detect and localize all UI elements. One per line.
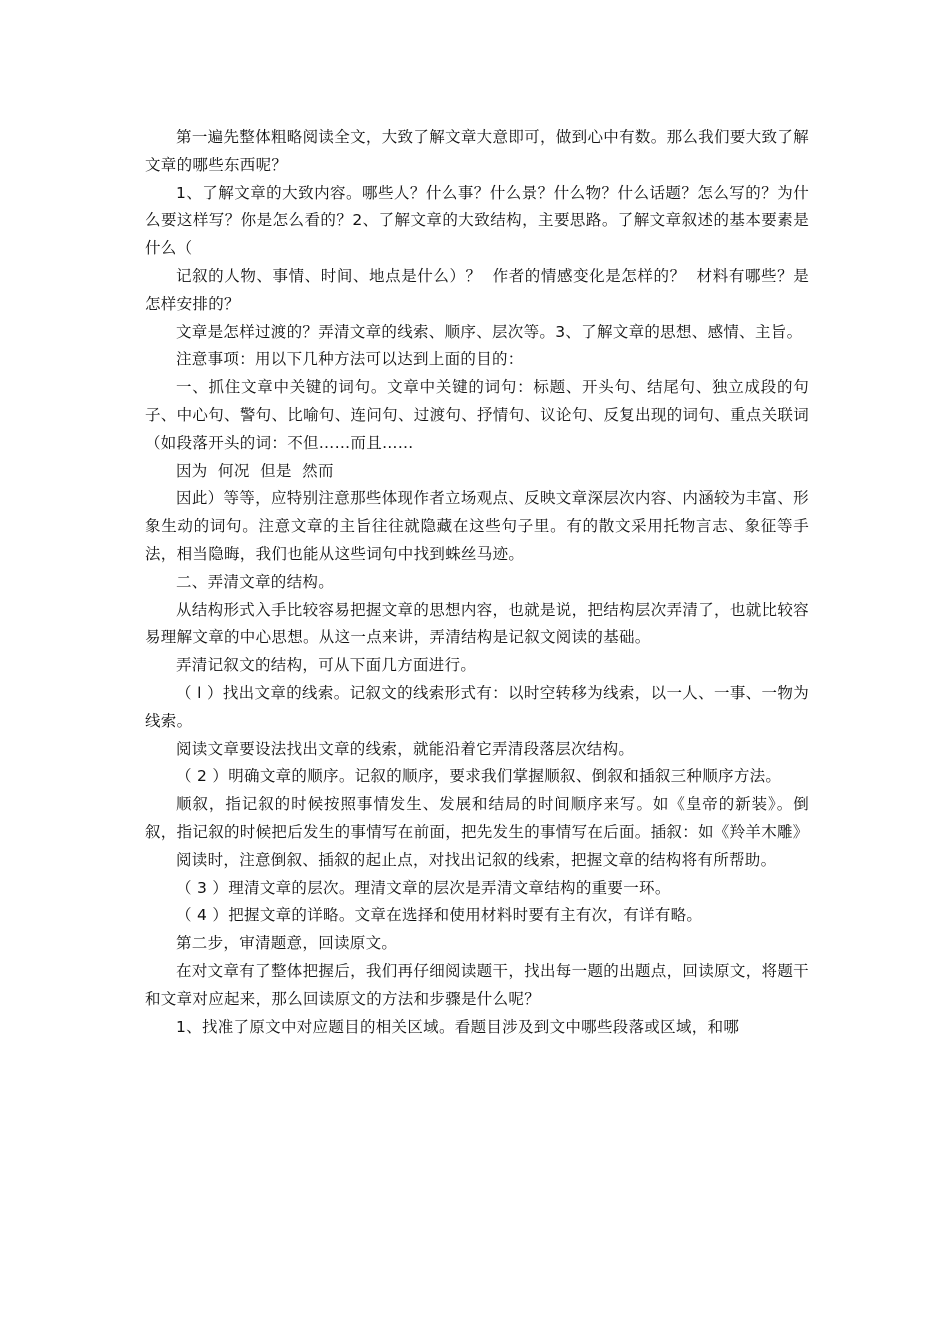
- paragraph-10: 从结构形式入手比较容易把握文章的思想内容，也就是说，把结构层次弄清了，也就比较容易理解文章的中心思想。从这一点来讲，弄清结构是记叙文阅读的基础。: [145, 600, 809, 647]
- paragraph-2: 1、了解文章的大致内容。哪些人？什么事？什么景？什么物？什么话题？怎么写的？为什么要这样写？你是怎么看的？2、了解文章的大致结构，主要思路。了解文章叙述的基本要素是什么（: [145, 183, 809, 258]
- paragraph-15: 顺叙，指记叙的时候按照事情发生、发展和结局的时间顺序来写。如《皇帝的新装》。倒叙，指记叙的时候把后发生的事情写在前面，把先发生的事情写在后面。插叙：如《羚羊木雕》: [145, 795, 809, 841]
- paragraph-3: 记叙的人物、事情、时间、地点是什么）？ 作者的情感变化是怎样的？ 材料有哪些？是怎样安排的？: [145, 266, 809, 313]
- paragraph-17: （ 3 ）理清文章的层次。理清文章的层次是弄清文章结构的重要一环。: [176, 878, 671, 897]
- paragraph-8: 因此）等等，应特别注意那些体现作者立场观点、反映文章深层次内容、内涵较为丰富、形象生动的词句。注意文章的主旨往往就隐藏在这些句子里。有的散文采用托物言志、象征等手法，相当隐晦，我们也能从这些词句中找到蛛丝马迹。: [145, 489, 809, 563]
- paragraph-6: 一、抓住文章中关键的词句。文章中关键的词句：标题、开头句、结尾句、独立成段的句子、中心句、警句、比喻句、连问句、过渡句、抒情句、议论句、反复出现的词句、重点关联词（如段落开头的词：不但……而且……: [145, 378, 809, 452]
- paragraph-18: （ 4 ）把握文章的详略。文章在选择和使用材料时要有主有次，有详有略。: [176, 906, 703, 925]
- document-body: [145, 124, 809, 1041]
- paragraph-9: 二、弄清文章的结构。: [176, 572, 335, 591]
- paragraph-12: （ l ）找出文章的线索。记叙文的线索形式有：以时空转移为线索，以一人、一事、一物为线索。: [145, 683, 809, 730]
- paragraph-19: 第二步，审清题意，回读原文。: [176, 934, 398, 953]
- paragraph-5: 注意事项：用以下几种方法可以达到上面的目的：: [176, 350, 524, 369]
- paragraph-16: 阅读时，注意倒叙、插叙的起止点，对找出记叙的线索，把握文章的结构将有所帮助。: [176, 850, 777, 869]
- paragraph-4: 文章是怎样过渡的？弄清文章的线索、顺序、层次等。3、了解文章的思想、感情、主旨。: [176, 322, 803, 341]
- paragraph-21: 1、找准了原文中对应题目的相关区域。看题目涉及到文中哪些段落或区域，和哪: [176, 1017, 740, 1036]
- paragraph-11: 弄清记叙文的结构，可从下面几方面进行。: [176, 656, 477, 675]
- paragraph-20: 在对文章有了整体把握后，我们再仔细阅读题干，找出每一题的出题点，回读原文，将题干和文章对应起来，那么回读原文的方法和步骤是什么呢？: [145, 961, 809, 1008]
- paragraph-1: 第一遍先整体粗略阅读全文，大致了解文章大意即可，做到心中有数。那么我们要大致了解文章的哪些东西呢？: [145, 128, 809, 174]
- paragraph-7: 因为 何况 但是 然而: [176, 461, 334, 480]
- paragraph-14: （ 2 ）明确文章的顺序。记叙的顺序，要求我们掌握顺叙、倒叙和插叙三种顺序方法。: [176, 767, 782, 786]
- paragraph-13: 阅读文章要设法找出文章的线索，就能沿着它弄清段落层次结构。: [176, 739, 635, 758]
